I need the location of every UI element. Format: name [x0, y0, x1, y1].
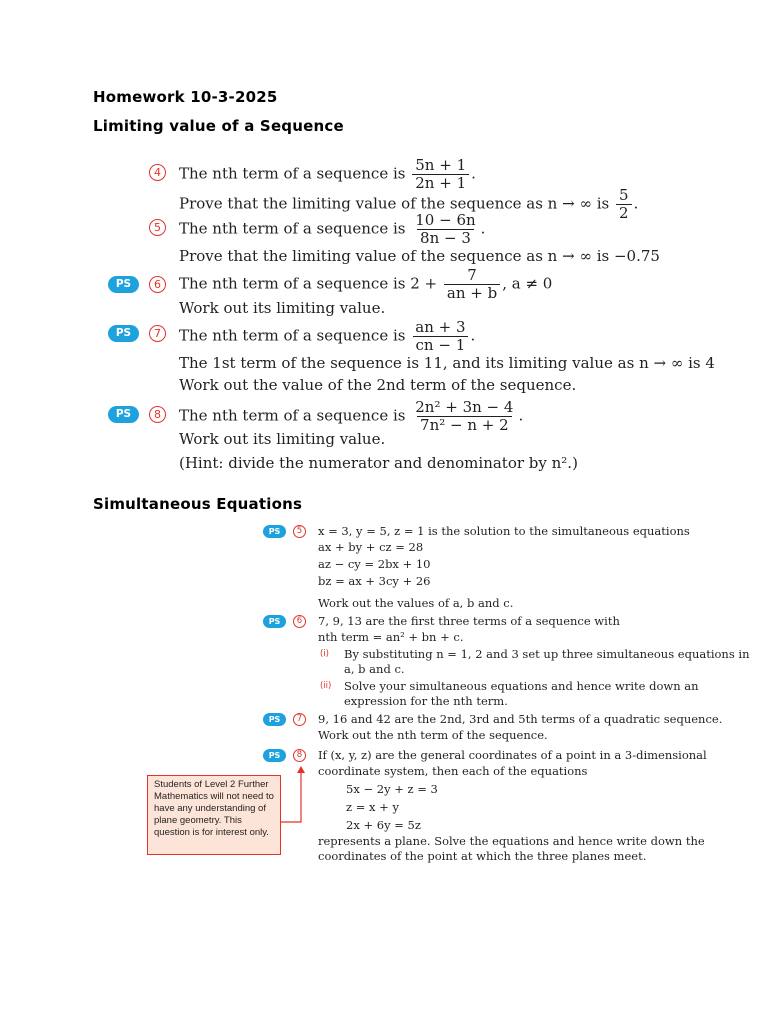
ps-badge: PS	[263, 713, 286, 726]
ps-badge: PS	[108, 406, 139, 423]
sim-q6-line2: nth term = an² + bn + c.	[318, 630, 464, 644]
sim-q5-line2: Work out the values of a, b and c.	[318, 596, 514, 610]
sim-q5-eq2: az − cy = 2bx + 10	[318, 557, 431, 571]
seq-q4-line2: Prove that the limiting value of the sequence as n → ∞ is $\frac{5}{2}$ .	[179, 186, 639, 222]
question-number-8: 8	[149, 406, 166, 423]
ps-badge: PS	[263, 525, 286, 538]
sim-q6-part-ii-line1: Solve your simultaneous equations and hence write down an	[344, 679, 699, 693]
seq-q8-fraction	[412, 400, 516, 433]
sim-question-number-5: 5	[293, 525, 306, 538]
side-note-box: Students of Level 2 Further Mathematics will not need to have any understanding of plane geometry. This question is for interest only.	[147, 775, 281, 855]
sim-q6-line1: 7, 9, 13 are the first three terms of a sequence with	[318, 614, 620, 628]
ps-badge: PS	[263, 615, 286, 628]
seq-q8-text: The nth term of a sequence is	[179, 406, 406, 425]
section-heading-limiting-value: Limiting value of a Sequence	[93, 117, 344, 135]
seq-q5-numerator: 10 − 6n	[415, 211, 476, 229]
section-heading-simultaneous-equations: Simultaneous Equations	[93, 495, 303, 513]
sim-q7-line2: Work out the nth term of the sequence.	[318, 728, 548, 742]
sim-q6-part-i-line1: By substituting n = 1, 2 and 3 set up three simultaneous equations in	[344, 647, 750, 661]
sim-question-number-7: 7	[293, 713, 306, 726]
sim-question-number-8: 8	[293, 749, 306, 762]
seq-q4-line1: The nth term of a sequence is $\frac{5n + 1}{2n + 1}$ .	[179, 156, 476, 192]
sim-q6-part-i-line2: a, b and c.	[344, 662, 405, 676]
seq-q4-line2-text: Prove that the limiting value of the sequence as n → ∞ is	[179, 194, 610, 213]
seq-q7-denominator: cn − 1	[413, 336, 469, 354]
sim-q6-part-i-label: (i)	[320, 649, 329, 659]
sim-q6-part-ii-line2: expression for the nth term.	[344, 694, 508, 708]
question-number-6: 6	[149, 276, 166, 293]
note-arrow-connector	[278, 764, 310, 828]
seq-q6-line1	[179, 268, 552, 301]
ps-badge: PS	[108, 325, 139, 342]
seq-q4-fraction	[412, 158, 469, 191]
sim-question-number-6: 6	[293, 615, 306, 628]
seq-q4-text: The nth term of a sequence is	[179, 164, 406, 183]
seq-q6-text: The nth term of a sequence is 2 +	[179, 274, 438, 293]
seq-q4-limit-fraction	[616, 188, 632, 221]
seq-q7-numerator: an + 3	[415, 318, 466, 336]
sim-q5-eq3: bz = ax + 3cy + 26	[318, 574, 431, 588]
seq-q4-limit-numerator: 5	[618, 186, 629, 204]
seq-q4-denominator: 2n + 1	[412, 174, 469, 192]
sim-q6-part-ii-label: (ii)	[320, 681, 332, 691]
question-number-7: 7	[149, 325, 166, 342]
seq-q8-line3: (Hint: divide the numerator and denominator by n².)	[179, 454, 578, 472]
seq-q7-text: The nth term of a sequence is	[179, 326, 406, 345]
seq-q4-numerator: 5n + 1	[415, 156, 467, 174]
seq-q5-denominator: 8n − 3	[417, 229, 474, 247]
seq-q5-fraction	[412, 213, 478, 246]
seq-q7-fraction	[412, 320, 468, 353]
seq-q7-line2: The 1st term of the sequence is 11, and its limiting value as n → ∞ is 4	[179, 354, 715, 372]
seq-q5-text: The nth term of a sequence is	[179, 219, 406, 238]
seq-q6-line2: Work out its limiting value.	[179, 299, 386, 317]
seq-q5-line1: The nth term of a sequence is $\frac{10 - 6n}{8n - 3}$ .	[179, 211, 486, 247]
question-number-5: 5	[149, 219, 166, 236]
seq-q6-numerator: 7	[467, 266, 477, 284]
ps-badge: PS	[108, 276, 139, 293]
sim-q8-line3: represents a plane. Solve the equations and hence write down the	[318, 834, 705, 848]
seq-q8-line2: Work out its limiting value.	[179, 430, 386, 448]
ps-badge: PS	[263, 749, 286, 762]
seq-q8-denominator: 7n² − n + 2	[417, 416, 512, 434]
page-title: Homework 10-3-2025	[93, 88, 278, 106]
sim-q8-line2: coordinate system, then each of the equations	[318, 764, 588, 778]
seq-q4-limit-denominator: 2	[616, 204, 632, 222]
seq-q7-line1: The nth term of a sequence is $\frac{an + 3}{cn - 1}$ .	[179, 318, 476, 354]
sim-q8-line4: coordinates of the point at which the three planes meet.	[318, 849, 647, 863]
seq-q8-line1: The nth term of a sequence is $\frac{\text{2n² + 3n − 4}}{\text{7n² − n + 2}}$ .	[179, 398, 524, 434]
sim-q8-eq3: 2x + 6y = 5z	[346, 818, 421, 832]
seq-q6-denominator: an + b	[444, 284, 500, 302]
seq-q6-tail: , a ≠ 0	[502, 274, 553, 293]
question-number-4: 4	[149, 164, 166, 181]
sim-q5-line1: x = 3, y = 5, z = 1 is the solution to the simultaneous equations	[318, 524, 690, 538]
seq-q5-line2: Prove that the limiting value of the sequence as n → ∞ is −0.75	[179, 247, 660, 265]
seq-q8-numerator: 2n² + 3n − 4	[415, 398, 514, 416]
seq-q6-fraction	[444, 268, 500, 301]
sim-q7-line1: 9, 16 and 42 are the 2nd, 3rd and 5th terms of a quadratic sequence.	[318, 712, 723, 726]
sim-q5-eq1: ax + by + cz = 28	[318, 540, 424, 554]
seq-q7-line3: Work out the value of the 2nd term of the sequence.	[179, 376, 577, 394]
sim-q8-eq1: 5x − 2y + z = 3	[346, 782, 438, 796]
sim-q8-line1: If (x, y, z) are the general coordinates of a point in a 3-dimensional	[318, 748, 707, 762]
sim-q8-eq2: z = x + y	[346, 800, 399, 814]
